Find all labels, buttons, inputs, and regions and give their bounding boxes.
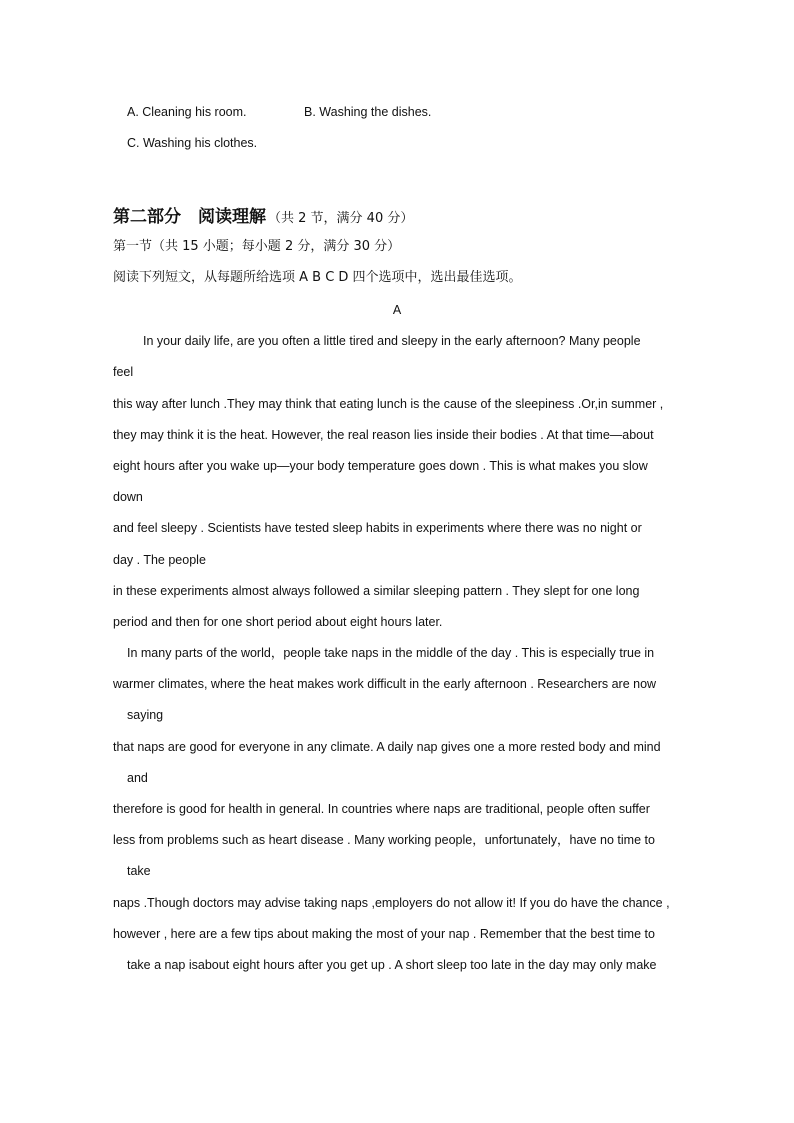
passage-line: take (127, 864, 151, 878)
part2-heading (113, 202, 413, 227)
passage-line: however , here are a few tips about making the most of your nap . Remember that the best time to (113, 927, 655, 941)
passage-line: period and then for one short period about eight hours later. (113, 615, 443, 629)
passage-line: warmer climates, where the heat makes work difficult in the early afternoon . Researchers are now (113, 677, 657, 691)
passage-line: In your daily life, are you often a little tired and sleepy in the early afternoon? Many people (143, 334, 641, 348)
passage-line: therefore is good for health in general. In countries where naps are traditional, people often suffer (113, 802, 650, 816)
passage-line: less from problems such as heart disease . Many working people，unfortunately，have no time to (113, 833, 655, 847)
option-b: B. Washing the dishes. (304, 105, 432, 119)
passage-line: take a nap isabout eight hours after you get up . A short sleep too late in the day may only make (127, 958, 657, 972)
passage-line: saying (127, 708, 164, 722)
section1-heading: 第一节（共 15 小题；每小题 2 分，满分 30 分） (113, 239, 401, 254)
option-a: A. Cleaning his room. (127, 105, 247, 119)
passage-line: down (113, 490, 143, 504)
instructions: 阅读下列短文，从每题所给选项 A B C D 四个选项中，选出最佳选项。 (113, 270, 522, 285)
option-c: C. Washing his clothes. (127, 136, 258, 150)
part2-title: 第二部分 阅读理解 (113, 207, 266, 227)
passage-line: in these experiments almost always followed a similar sleeping pattern . They slept for one long (113, 584, 640, 598)
passage-label: A (392, 303, 402, 317)
passage-line: they may think it is the heat. However, the real reason lies inside their bodies . At that time—about (113, 428, 654, 442)
passage-line: this way after lunch .They may think that eating lunch is the cause of the sleepiness .Or,in summer , (113, 397, 664, 411)
passage-line: and feel sleepy . Scientists have tested sleep habits in experiments where there was no night or (113, 521, 642, 535)
passage-line: eight hours after you wake up—your body temperature goes down . This is what makes you slow (113, 459, 648, 473)
passage-line: feel (113, 365, 134, 379)
passage-line: and (127, 771, 148, 785)
passage-line: In many parts of the world，people take naps in the middle of the day . This is especially true in (127, 646, 655, 660)
passage-line: naps .Though doctors may advise taking naps ,employers do not allow it! If you do have the chance , (113, 896, 670, 910)
part2-title-suffix: （共 2 节，满分 40 分） (268, 211, 414, 226)
passage-line: that naps are good for everyone in any climate. A daily nap gives one a more rested body and mind (113, 740, 661, 754)
passage-line: day . The people (113, 553, 206, 567)
